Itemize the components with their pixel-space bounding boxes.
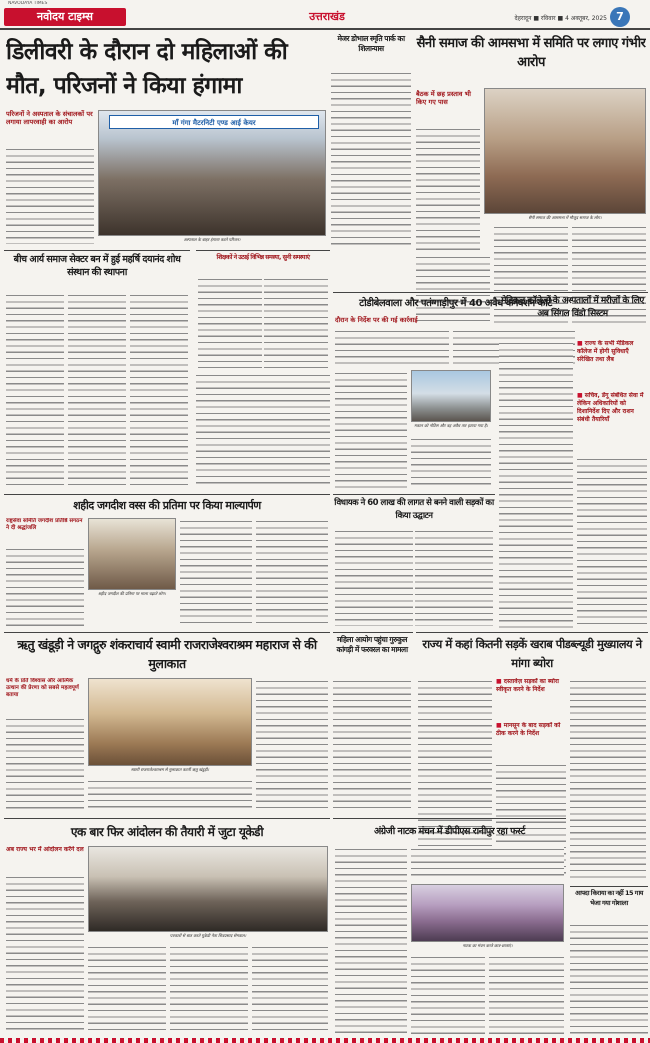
story-arya-samaj <box>4 250 190 490</box>
story-delivery-deaths <box>4 32 328 247</box>
story-cows-goshala <box>570 886 648 1036</box>
headline: शिक्षकों ने उठाई विभिन्न समस्या, सुनी समस्याएं <box>216 254 310 261</box>
photo-caption: नाटक का मंचन करते छात्र-छात्राएं। <box>462 943 513 948</box>
page-number: 7 <box>610 7 630 27</box>
photo-caption: शहीद जगदीश की प्रतिमा पर माला चढ़ाते लोग। <box>98 591 166 596</box>
headline: आपदा किराया का नहीं 15 गाय भेजा गया गोशाला <box>575 889 643 907</box>
drama-stage-photo <box>411 884 564 942</box>
story-jagdish-statue <box>4 494 330 628</box>
kicker: दौरान के निर्देश पर की गई कार्रवाई <box>335 316 418 324</box>
press-conference-photo <box>88 846 328 932</box>
headline: मेजर डोभाल स्मृति पार्क का शिलान्यास <box>337 34 405 53</box>
bullet-2: ■ सचिव, डेंगू संबंधित सेवा में लेकिन अधिकारियों को दिशानिर्देश दिए और राशन संबंधी तैयारियाँ <box>577 392 647 452</box>
headline: बीच आर्य समाज सेक्टर बन में हुई महर्षि दयानंद शोध संस्थान की स्थापना <box>13 254 181 278</box>
photo-caption: स्वामी राजराजेश्वराश्रम से मुलाकात करतीं ऋतु खंडूड़ी। <box>130 767 210 772</box>
dateline: देहरादून ■ रविवार ■ 4 अक्तूबर, 2025 <box>514 15 607 22</box>
meeting-photo <box>88 678 252 766</box>
headline: विधायक ने 60 लाख की लागत से बनने वाली सड़कों का किया उद्घाटन <box>334 498 494 521</box>
headline: मेडिकल कॉलेजों के अस्पतालों में मरीज़ों के लिए अब सिंगल विंडो सिस्टम <box>501 296 644 319</box>
bullet-1: ■ दस्तावेज़ सड़कों का ब्योरा स्वीकृत करने के निर्देश <box>496 678 566 718</box>
saini-gathering-photo <box>484 88 646 214</box>
story-gurukul-kangri <box>333 632 411 814</box>
kicker: बैठक में छह प्रस्ताव भी किए गए पास <box>416 90 471 106</box>
story6-lower <box>333 370 493 490</box>
story-ritu-khanduri <box>4 632 330 814</box>
bullet-1: ■ राज्य के सभी मेडिकल कॉलेज में होगी सुविधाएँ संरेखित तथा लैब <box>577 340 647 388</box>
photo-caption: सैनी समाज की आमसभा में मौजूद समाज के लोग। <box>528 215 602 220</box>
headline: एक बार फिर आंदोलन की तैयारी में जुटा यूकेडी <box>70 825 264 839</box>
kicker: धर्म के प्रति विश्वास और आत्मिक उत्थान की प्रेरणा को सबसे महत्वपूर्ण बताया <box>6 678 79 698</box>
photo-caption: मकान को नोटिस और वह अवैध तार हटाया गया है। <box>414 423 488 428</box>
subheadline: परिजनों ने अस्पताल के संचालकों पर लगाया लापरवाही का आरोप <box>6 110 93 126</box>
story-dps-drama <box>333 818 566 1036</box>
story-doval-park <box>331 32 411 247</box>
headline: डिलीवरी के दौरान दो महिलाओं की मौत, परिजनों ने किया हंगामा <box>6 39 288 99</box>
story-medical-colleges <box>497 292 648 632</box>
headline: ऋतु खंडूड़ी ने जगद्गुरु शंकराचार्य स्वामी राजराजेश्वराश्रम महाराज से की मुलाकात <box>17 637 317 671</box>
kicker: अब राज्य भर में आंदोलन करेंगे दल <box>6 846 84 853</box>
headline: शहीद जगदीश वस्स की प्रतिमा पर किया माल्यार्पण <box>73 499 261 512</box>
hospital-banner: माँ गंगा मैटरनिटी एण्ड आई केयर <box>109 115 319 129</box>
bullet-2: ■ मानसून के बाद सड़कों को ठीक करने के निर्देश <box>496 722 566 758</box>
hospital-protest-photo <box>98 110 326 236</box>
story-ukd-protest <box>4 818 330 1036</box>
masthead <box>0 0 650 30</box>
masthead-tagline: NAVODAYA TIMES <box>8 1 48 6</box>
photo-caption: अस्पताल के बाहर हंगामा करते परिजन। <box>183 237 241 242</box>
power-line-photo <box>411 370 491 422</box>
story-mla-roads <box>333 494 495 628</box>
headline: राज्य में कहां कितनी सड़कें खराब पीडब्ल्यूडी मुख्यालय ने मांगा ब्योरा <box>422 637 642 670</box>
statue-tribute-photo <box>88 518 176 590</box>
headline: टोडीबेलवाला और पतंग्गाड़ीपुर में 40 अवैध कनेक्शन काटे <box>359 298 552 309</box>
headline: सैनी समाज की आमसभा में समिति पर लगाए गंभीर आरोप <box>416 36 646 70</box>
kicker: राष्ट्रसेवा समिति जगदीश प्रतिष्ठि संगठन ने दी श्रद्धांजलि <box>6 518 83 531</box>
section-title: उत्तराखंड <box>309 10 345 23</box>
photo-caption: पत्रकारों से बात करते यूकेडी नेता शिवप्रसाद सेमवाल। <box>169 933 247 938</box>
footer-border <box>0 1038 650 1043</box>
masthead-logo[interactable]: नवोदय टाइम्स <box>4 8 126 26</box>
headline: अंग्रेजी नाटक मंचन में डीपीएस रानीपुर रहा फर्स्ट <box>374 826 525 837</box>
headline: महिला आयोग पहुंचा गुरुकुल कांगड़ी में फरवरल का मामला <box>336 635 408 654</box>
